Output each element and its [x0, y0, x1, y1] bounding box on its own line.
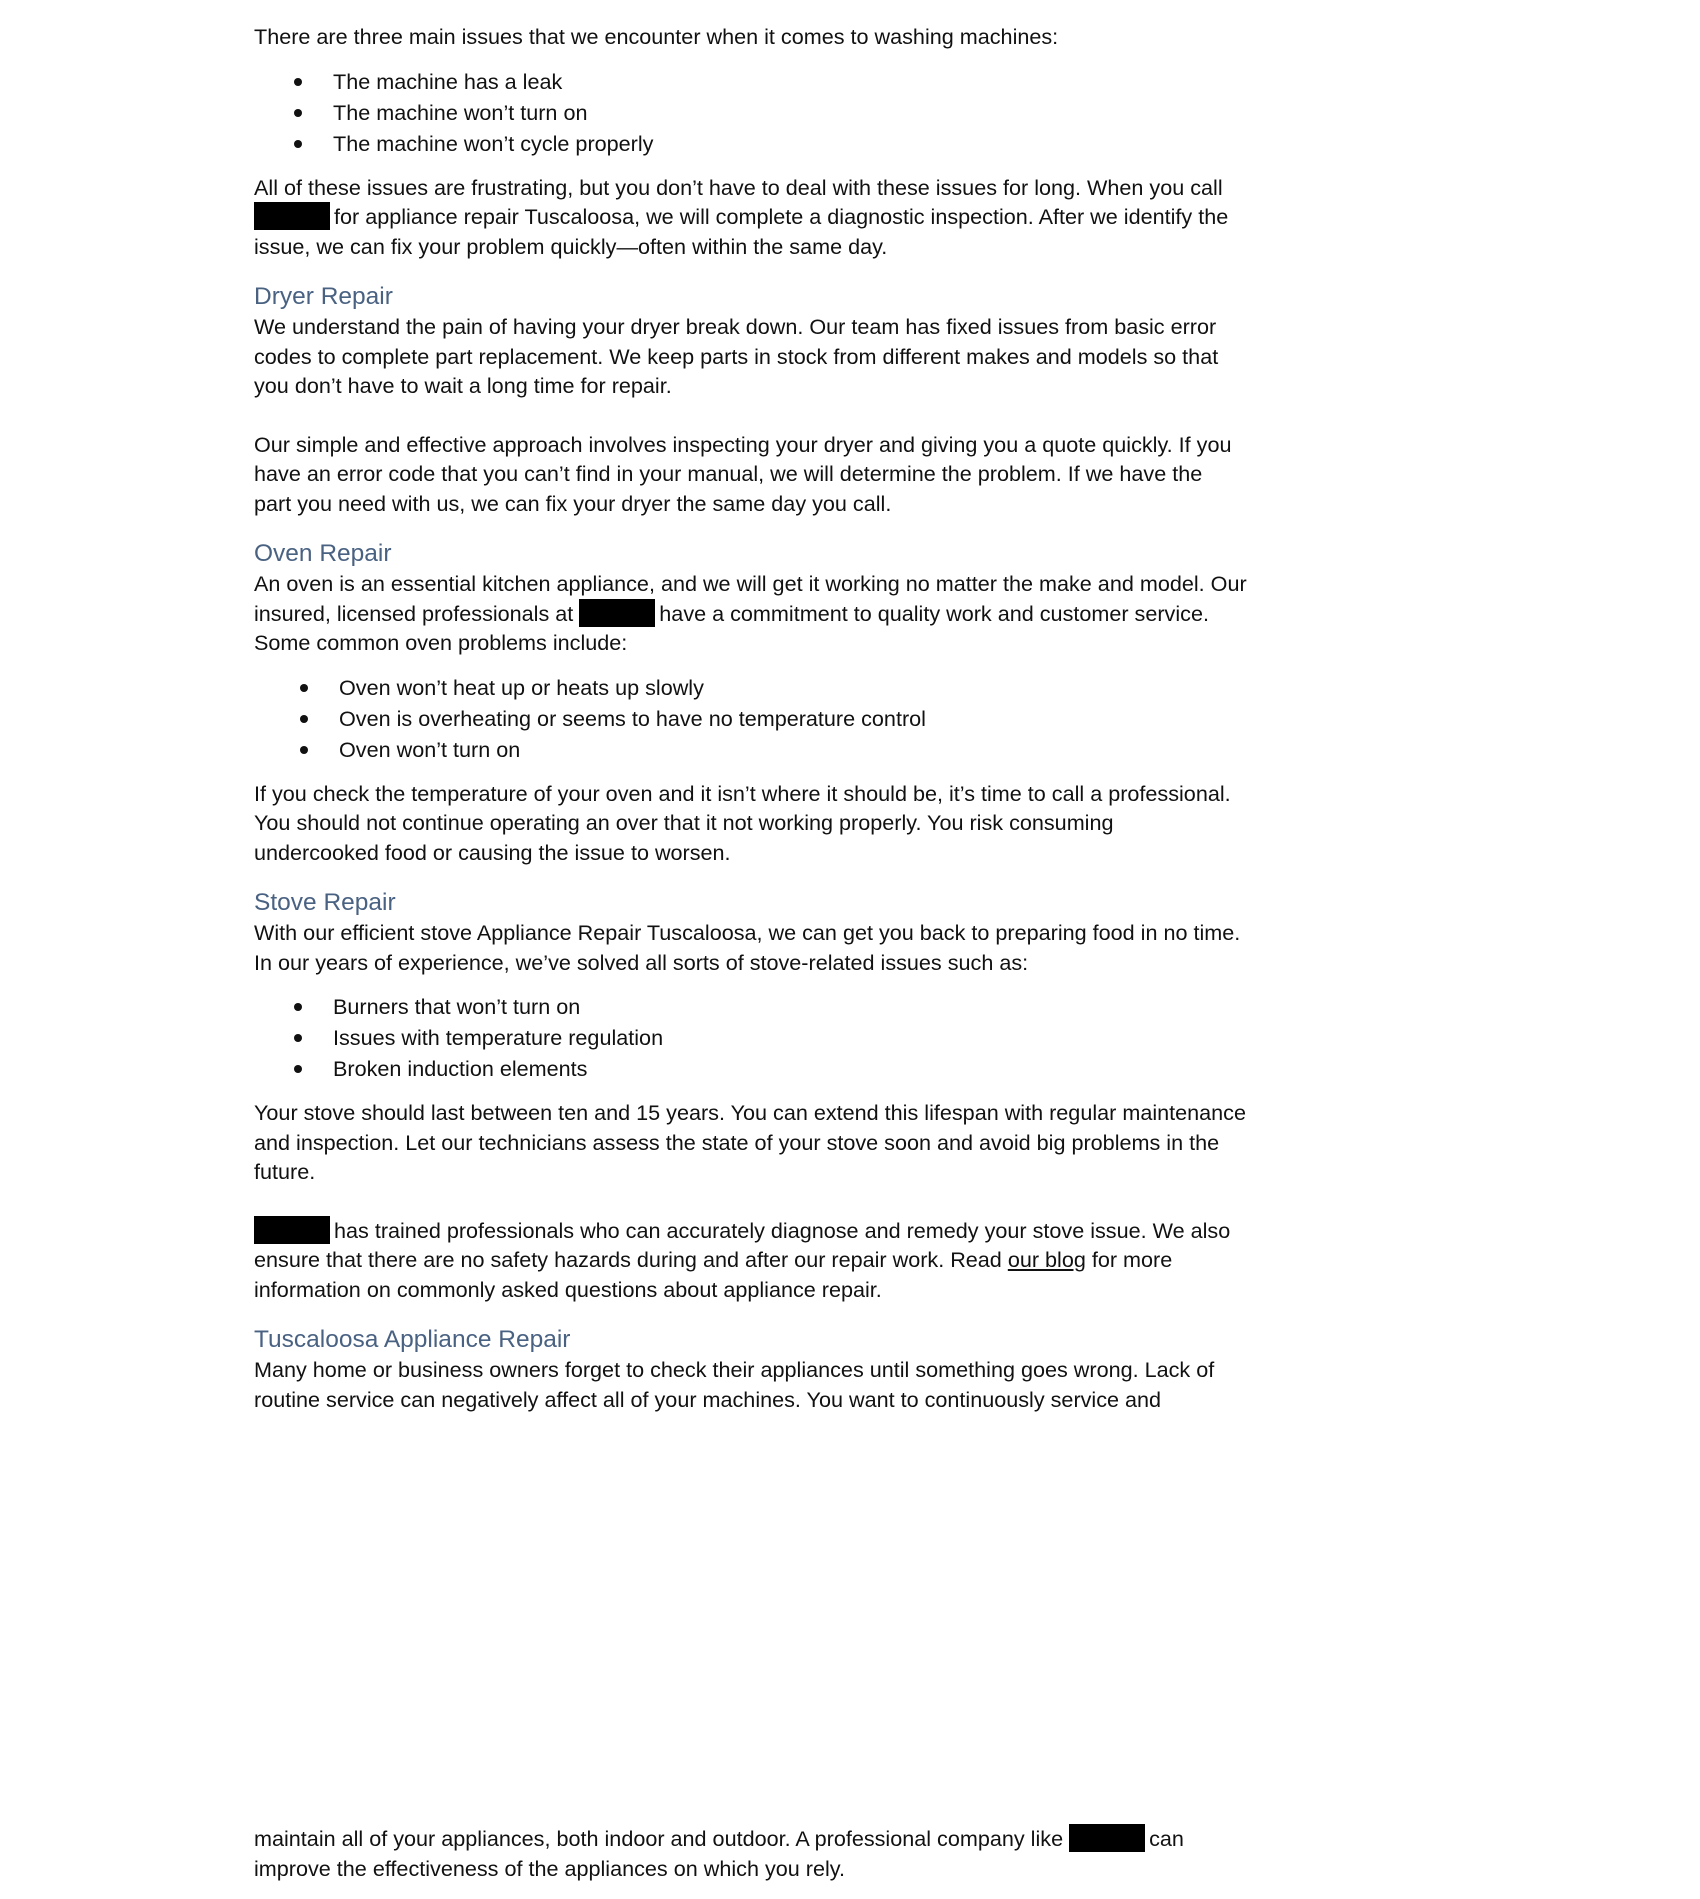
- list-item: Issues with temperature regulation: [254, 1022, 1294, 1053]
- washer-issues-list: [254, 66, 1294, 159]
- list-item: The machine has a leak: [254, 66, 1294, 97]
- dryer-paragraph-2: Our simple and effective approach involves inspecting your dryer and giving you a quote quickly. If you have an error code that you can’t find in your manual, we will determine the problem. If we have the part you need with us, we can fix your dryer the same day you call.: [254, 431, 1232, 516]
- list-item: Broken induction elements: [254, 1053, 1294, 1084]
- oven-issues-list: [254, 672, 1294, 765]
- oven-heading: Oven Repair: [254, 540, 392, 567]
- dryer-paragraph-1: We understand the pain of having your dryer break down. Our team has fixed issues from basic error codes to complete part replacement. We keep parts in stock from different makes and models so that you don’t have to wait a long time for repair.: [254, 314, 1219, 398]
- list-item: The machine won’t cycle properly: [254, 128, 1294, 159]
- oven-paragraph-2: If you check the temperature of your oven and it isn’t where it should be, it’s time to call a professional. You should not continue operating an over that it not working properly. You risk consuming undercooked food or causing the issue to worsen.: [254, 780, 1231, 865]
- intro-text: There are three main issues that we encounter when it comes to washing machines:: [254, 24, 1059, 49]
- blog-link[interactable]: our blog: [1007, 1247, 1086, 1272]
- stove-paragraph-2: Your stove should last between ten and 15 years. You can extend this lifespan with regular maintenance and inspection. Let our technicians assess the state of your stove soon and avoid big problems in the future.: [254, 1100, 1246, 1184]
- bullet-icon: [300, 746, 308, 754]
- stove-paragraph-1: With our efficient stove Appliance Repair Tuscaloosa, we can get you back to preparing food in no time. In our years of experience, we’ve solved all sorts of stove-related issues such as:: [254, 920, 1241, 975]
- redacted-company-name: [254, 202, 330, 230]
- tuscaloosa-heading: Tuscaloosa Appliance Repair: [254, 1326, 571, 1353]
- document-page-continued: [254, 1824, 1294, 1883]
- bullet-icon: [294, 1003, 302, 1011]
- redacted-company-name: [254, 1216, 330, 1244]
- dryer-heading: Dryer Repair: [254, 283, 393, 310]
- stove-heading: Stove Repair: [254, 889, 396, 916]
- list-item: The machine won’t turn on: [254, 97, 1294, 128]
- tuscaloosa-paragraph-2: maintain all of your appliances, both indoor and outdoor. A professional company like can improve the effectiveness of the appliances on which you rely.: [254, 1826, 1184, 1881]
- list-item: Oven won’t turn on: [254, 734, 1294, 765]
- redacted-company-name: [579, 599, 655, 627]
- bullet-icon: [294, 1034, 302, 1042]
- bullet-icon: [300, 715, 308, 723]
- stove-issues-list: [254, 991, 1294, 1084]
- list-item: Oven won’t heat up or heats up slowly: [254, 672, 1294, 703]
- bullet-icon: [294, 78, 302, 86]
- redacted-company-name: [1069, 1824, 1145, 1852]
- list-item: Burners that won’t turn on: [254, 991, 1294, 1022]
- bullet-icon: [294, 140, 302, 148]
- bullet-icon: [294, 109, 302, 117]
- oven-paragraph-1: An oven is an essential kitchen appliance, and we will get it working no matter the make and model. Our insured, licensed professionals at have a commitment to quality work and customer service. Some common oven problems include:: [254, 571, 1247, 655]
- list-item: Oven is overheating or seems to have no temperature control: [254, 703, 1294, 734]
- stove-paragraph-3: has trained professionals who can accurately diagnose and remedy your stove issue. We also ensure that there are no safety hazards during and after our repair work. Read our blog for more information on commonly asked questions about appliance repair.: [254, 1217, 1231, 1302]
- washer-paragraph: All of these issues are frustrating, but you don’t have to deal with these issues for long. When you call for appliance repair Tuscaloosa, we will complete a diagnostic inspection. After we identify the issue, we can fix your problem quickly—often within the same day.: [254, 174, 1229, 259]
- document-page: [254, 22, 1294, 1414]
- bullet-icon: [300, 684, 308, 692]
- bullet-icon: [294, 1065, 302, 1073]
- tuscaloosa-paragraph-1: Many home or business owners forget to check their appliances until something goes wrong. Lack of routine service can negatively affect all of your machines. You want to continuously service and: [254, 1357, 1215, 1412]
